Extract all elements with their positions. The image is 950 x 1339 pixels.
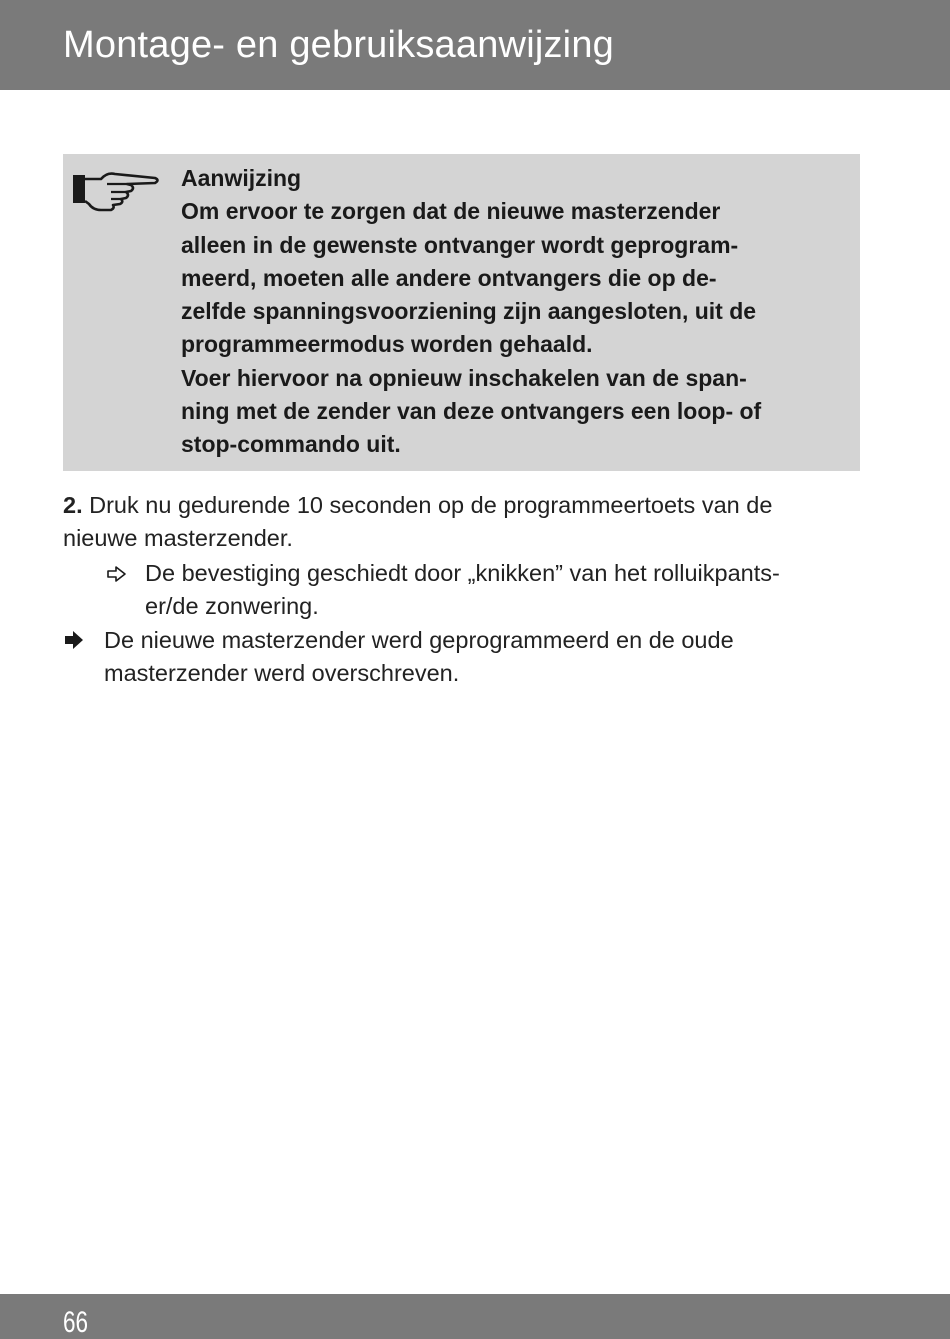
- note-text: [181, 162, 853, 462]
- result-line: er/de zonwering.: [145, 593, 319, 619]
- step-2: [63, 489, 860, 555]
- note-box: [63, 154, 860, 471]
- header-bar: [0, 0, 950, 90]
- hollow-arrow-icon: [106, 565, 128, 583]
- pointing-hand-icon: [71, 166, 161, 214]
- final-line: masterzender werd overschreven.: [104, 660, 460, 686]
- step-line: nieuwe masterzender.: [63, 525, 293, 551]
- final-line: De nieuwe masterzender werd geprogrammeerd en de oude: [104, 627, 734, 653]
- solid-arrow-icon: [64, 631, 84, 649]
- result-line: De bevestiging geschiedt door „knikken” van het rolluikpants-: [145, 560, 780, 586]
- page-number: 66: [63, 1306, 89, 1339]
- final-result-text: [104, 624, 734, 690]
- note-line: Voer hiervoor na opnieuw inschakelen van de span-: [181, 364, 747, 391]
- note-line: ning met de zender van deze ontvangers een loop- of: [181, 398, 762, 425]
- note-line: meerd, moeten alle andere ontvangers die op de-: [181, 264, 717, 291]
- footer-bar: [0, 1294, 950, 1339]
- step-line: [63, 489, 860, 522]
- note-heading: Aanwijzing: [181, 165, 302, 191]
- result-text: [145, 557, 780, 623]
- note-line: alleen in de gewenste ontvanger wordt geprogram-: [181, 231, 739, 258]
- note-line: programmeermodus worden gehaald.: [181, 331, 593, 358]
- step-number: 2.: [63, 492, 83, 518]
- step-text: Druk nu gedurende 10 seconden op de programmeertoets van de: [82, 492, 773, 518]
- page-title: Montage- en gebruiksaanwijzing: [63, 24, 614, 66]
- note-line: stop-commando uit.: [181, 431, 401, 458]
- note-line: Om ervoor te zorgen dat de nieuwe masterzender: [181, 198, 721, 225]
- note-line: zelfde spanningsvoorziening zijn aangesloten, uit de: [181, 298, 757, 325]
